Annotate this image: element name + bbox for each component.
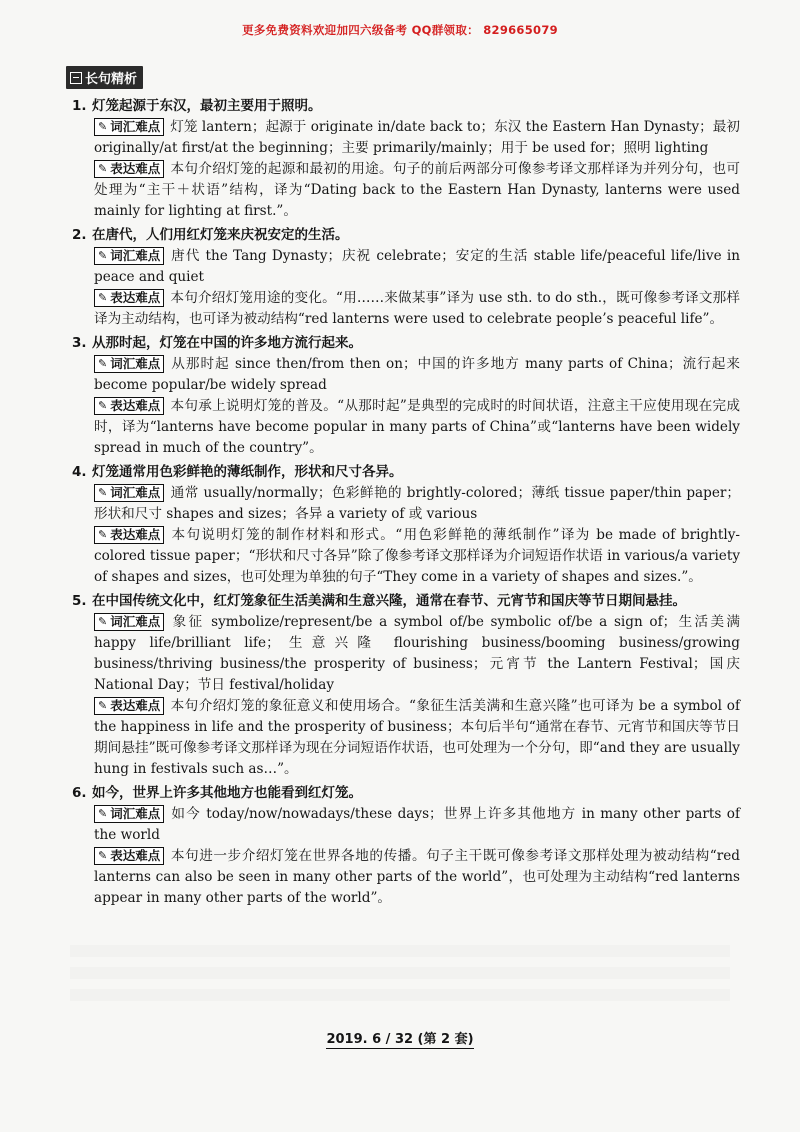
expr-text: 本句介绍灯笼的起源和最初的用途。句子的前后两部分可像参考译文那样译为并列分句，也可处理为“主干＋状语”结构，译为“Dating back to the Eastern Han Dynasty, lanterns were used mainly for lighting at first.”。 [94, 161, 740, 219]
expr-block [72, 696, 740, 780]
pencil-icon: ✎ [98, 249, 108, 262]
item-number: 2. [72, 227, 87, 243]
expr-text: 本句进一步介绍灯笼在世界各地的传播。句子主干既可像参考译文那样处理为被动结构“red lanterns can also be seen in many other parts of the world”，也可处理为主动结构“red lanterns appear in many other parts of the world”。 [94, 848, 740, 906]
vocab-block [72, 117, 740, 159]
expr-tag: ✎ 表达难点 [94, 397, 164, 415]
item-title: 在中国传统文化中，红灯笼象征生活美满和生意兴隆，通常在春节、元宵节和国庆等节日期间悬挂。 [92, 593, 686, 609]
vocab-block [72, 246, 740, 288]
pencil-icon: ✎ [98, 120, 108, 133]
item-title: 从那时起，灯笼在中国的许多地方流行起来。 [92, 335, 362, 351]
expr-tag: ✎ 表达难点 [94, 289, 164, 307]
item-number: 1. [72, 98, 87, 114]
analysis-list [72, 96, 740, 912]
vocab-tag: ✎ 词汇难点 [94, 613, 164, 631]
vocab-text: 唐代 the Tang Dynasty；庆祝 celebrate；安定的生活 stable life/peaceful life/live in peace and quiet [94, 248, 740, 285]
page-number: 2019. 6 / 32 (第 2 套) [326, 1032, 474, 1047]
pencil-icon: ✎ [98, 486, 108, 499]
pencil-icon: ✎ [98, 699, 108, 712]
vocab-tag: ✎ 词汇难点 [94, 247, 164, 265]
expr-text: 本句介绍灯笼用途的变化。“用……来做某事”译为 use sth. to do sth.，既可像参考译文那样译为主动结构，也可译为被动结构“red lanterns were used to celebrate people’s peaceful life”。 [94, 290, 740, 327]
vocab-text: 从那时起 since then/from then on；中国的许多地方 many parts of China；流行起来 become popular/be widely spread [94, 356, 740, 393]
vocab-tag: ✎ 词汇难点 [94, 355, 164, 373]
expr-block [72, 288, 740, 330]
pencil-icon: ✎ [98, 291, 108, 304]
item-title: 灯笼通常用色彩鲜艳的薄纸制作，形状和尺寸各异。 [92, 464, 403, 480]
vocab-text: 灯笼 lantern；起源于 originate in/date back to；东汉 the Eastern Han Dynasty；最初 originally/at first/at the beginning；主要 primarily/mainly；用于 be used for；照明 lighting [94, 119, 740, 156]
expr-tag: ✎ 表达难点 [94, 697, 164, 715]
expr-tag: ✎ 表达难点 [94, 847, 164, 865]
section-title: 长句精析 [85, 72, 138, 87]
list-item [72, 225, 740, 330]
square-icon [70, 72, 82, 84]
item-title: 如今，世界上许多其他地方也能看到红灯笼。 [92, 785, 362, 801]
expr-text: 本句说明灯笼的制作材料和形式。“用色彩鲜艳的薄纸制作”译为 be made of brightly-colored tissue paper；“形状和尺寸各异”除了像参考译文那样译为介词短语作状语 in various/a variety of shapes and sizes，也可处理为单独的句子“They come in a variety of shapes and sizes.”。 [94, 527, 740, 585]
expr-block [72, 525, 740, 588]
vocab-text: 通常 usually/normally；色彩鲜艳的 brightly-colored；薄纸 tissue paper/thin paper；形状和尺寸 shapes and sizes；各异 a variety of 或 various [94, 485, 740, 522]
pencil-icon: ✎ [98, 528, 108, 541]
expr-block [72, 396, 740, 459]
pencil-icon: ✎ [98, 399, 108, 412]
vocab-tag: ✎ 词汇难点 [94, 118, 164, 136]
vocab-tag: ✎ 词汇难点 [94, 805, 164, 823]
vocab-text: 如今 today/now/nowadays/these days；世界上许多其他地方 in many other parts of the world [94, 806, 740, 843]
pencil-icon: ✎ [98, 615, 108, 628]
list-item [72, 591, 740, 780]
item-number: 3. [72, 335, 87, 351]
item-number: 6. [72, 785, 87, 801]
item-title: 在唐代，人们用红灯笼来庆祝安定的生活。 [92, 227, 349, 243]
pencil-icon: ✎ [98, 357, 108, 370]
expr-tag: ✎ 表达难点 [94, 160, 164, 178]
vocab-block [72, 354, 740, 396]
vocab-block [72, 483, 740, 525]
vocab-tag: ✎ 词汇难点 [94, 484, 164, 502]
expr-block [72, 846, 740, 909]
list-item [72, 333, 740, 459]
section-title-box [66, 66, 143, 89]
item-title: 灯笼起源于东汉，最初主要用于照明。 [92, 98, 322, 114]
vocab-text: 象征 symbolize/represent/be a symbol of/be symbolic of/be a sign of；生活美满 happy life/brilliant life；生意兴隆 flourishing business/booming business/growing business/thriving business/the prosperity of business；元宵节 the Lantern Festival；国庆 National Day；节日 festival/holiday [94, 614, 740, 693]
section-heading [66, 66, 143, 89]
expr-block [72, 159, 740, 222]
expr-text: 本句介绍灯笼的象征意义和使用场合。“象征生活美满和生意兴隆”也可译为 be a symbol of the happiness in life and the prosperity of business；本句后半句“通常在春节、元宵节和国庆等节日期间悬挂”既可像参考译文那样译为现在分词短语作状语，也可处理为一个分句，即“and they are usually hung in festivals such as…”。 [94, 698, 740, 777]
pencil-icon: ✎ [98, 849, 108, 862]
item-number: 5. [72, 593, 87, 609]
list-item [72, 462, 740, 588]
pencil-icon: ✎ [98, 807, 108, 820]
list-item [72, 96, 740, 222]
faded-backprint [70, 945, 730, 1005]
expr-text: 本句承上说明灯笼的普及。“从那时起”是典型的完成时的时间状语，注意主干应使用现在完成时，译为“lanterns have become popular in many parts of China”或“lanterns have been widely spread in much of the country”。 [94, 398, 740, 456]
list-item [72, 783, 740, 909]
item-number: 4. [72, 464, 87, 480]
page-footer [0, 1028, 800, 1047]
expr-tag: ✎ 表达难点 [94, 526, 164, 544]
vocab-block [72, 612, 740, 696]
pencil-icon: ✎ [98, 162, 108, 175]
vocab-block [72, 804, 740, 846]
top-promo-note: 更多免费资料欢迎加四六级备考 QQ群领取： 829665079 [242, 23, 558, 37]
